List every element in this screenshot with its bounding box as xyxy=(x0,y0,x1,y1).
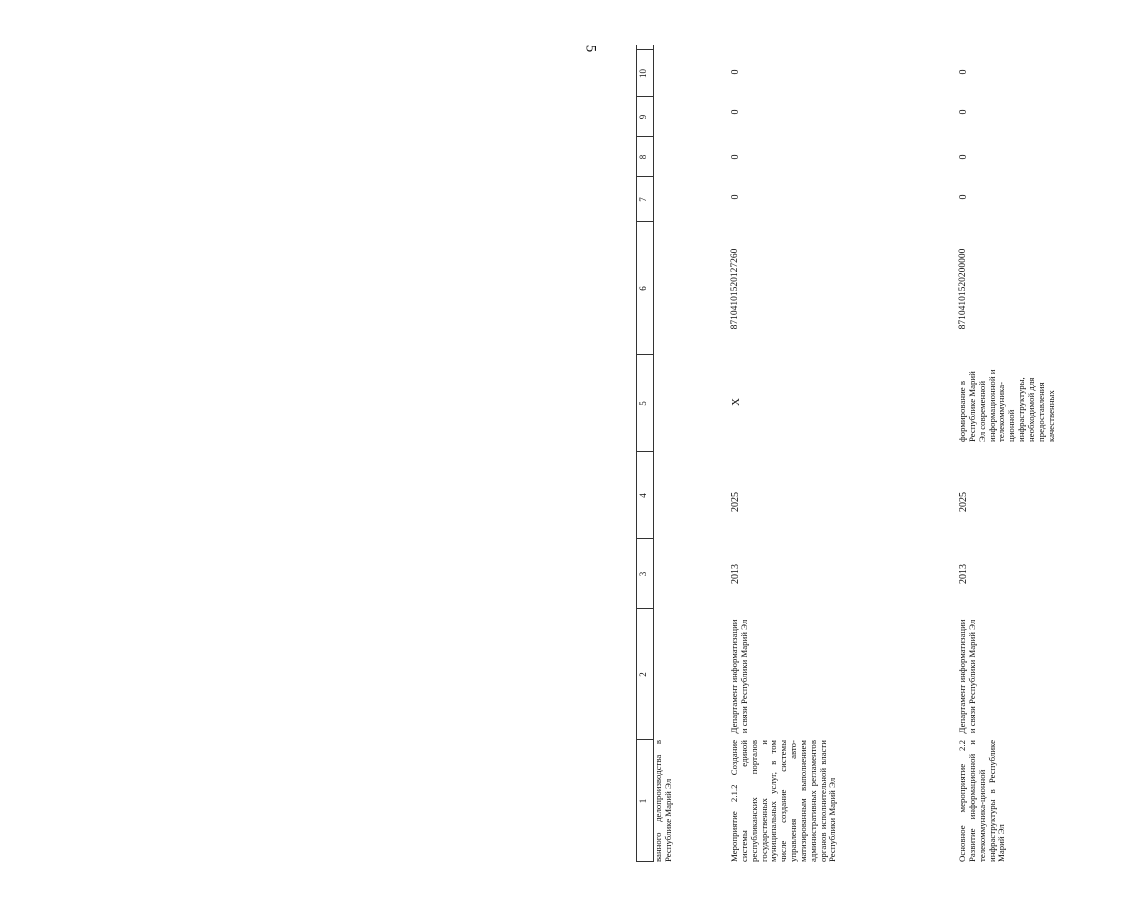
table-row-2-col9: 0 xyxy=(730,109,741,115)
column-number-9: 9 xyxy=(638,114,648,120)
column-number-7: 7 xyxy=(638,197,648,202)
table-row-3-measure-cell: Основное мероприятие 2.2 Развитие информационной и телекоммуника-ционной инфраструктуры в Республике Марий Эл xyxy=(957,740,1007,862)
table-row-2-measure-cell: Мероприятие 2.1.2 Создание системы единой республиканских порталов государственных и муниципальных услуг, в том числе создание системы управления авто-матизированным выполнением административных регламентов органов исполнительной власти Республики Марий Эл xyxy=(729,740,838,862)
column-number-10: 10 xyxy=(638,69,648,78)
column-number-4: 4 xyxy=(638,493,648,498)
column-number-1: 1 xyxy=(638,798,648,804)
table-row-3-executor-cell: Департамент информатизации и связи Республики Марий Эл xyxy=(957,619,977,734)
table-row-2-executor-cell: Департамент информатизации и связи Республики Марий Эл xyxy=(729,619,749,734)
table-row-3-col10: 0 xyxy=(958,69,969,75)
table-row-2-result-cell: Х xyxy=(730,398,742,406)
table-row-2-budget-code: 871041015201272​60 xyxy=(730,248,740,330)
table-row-3-col7: 0 xyxy=(958,194,969,200)
page-number: 5 xyxy=(582,44,599,53)
program-measures-table xyxy=(636,45,1146,862)
table-row-2-col7: 0 xyxy=(730,194,741,200)
column-number-3: 3 xyxy=(638,571,648,577)
table-row-2-col10: 0 xyxy=(730,69,741,75)
table-row-3-result-cell: формирование в Республике Марий Эл современной информационной и телекоммуника-ционной инфраструктуры, необходимой для предоставления качественных xyxy=(957,369,1056,442)
table-row-3-budget-code: 871041015202000​00 xyxy=(958,248,968,330)
table-row-2-end-year: 2025 xyxy=(730,492,741,512)
column-number-2: 2 xyxy=(638,672,648,677)
table-row-2-col8: 0 xyxy=(730,154,741,160)
column-number-8: 8 xyxy=(638,154,648,160)
column-number-5: 5 xyxy=(638,401,648,406)
table-row-1-measure-cell: ванного делопроизводства в Республике Марий Эл xyxy=(653,740,673,862)
table-row-3-start-year: 2013 xyxy=(958,564,969,584)
table-row-3-col9: 0 xyxy=(958,109,969,115)
table-row-2-start-year: 2013 xyxy=(730,564,741,584)
table-row-3-col8: 0 xyxy=(958,154,969,160)
table-row-3-end-year: 2025 xyxy=(958,492,969,512)
column-number-6: 6 xyxy=(638,286,648,291)
